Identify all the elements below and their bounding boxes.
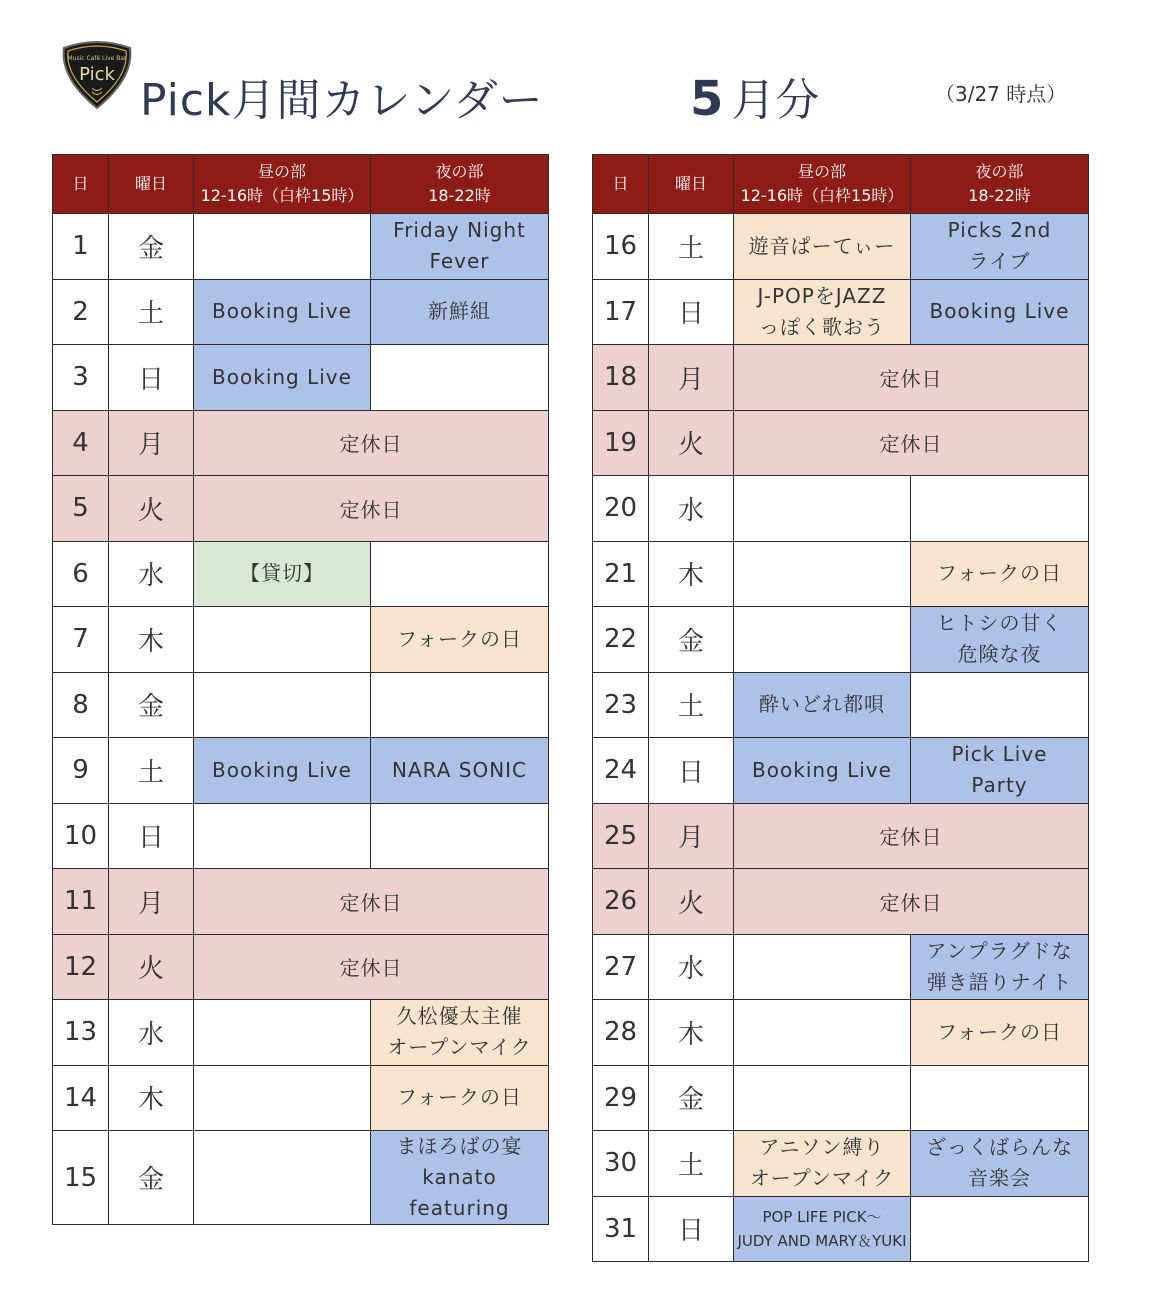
header-weekday: 曜日 — [649, 155, 734, 214]
day-number: 2 — [53, 279, 109, 345]
lunch-event — [734, 934, 911, 1000]
table-row — [593, 934, 1089, 1000]
header-weekday: 曜日 — [109, 155, 194, 214]
night-event: アンプラグドな 弾き語りナイト — [911, 934, 1089, 1000]
day-number: 13 — [53, 1000, 109, 1066]
table-row — [593, 1000, 1089, 1066]
lunch-event — [194, 1065, 371, 1131]
table-row — [593, 607, 1089, 673]
lunch-event: Booking Live — [194, 279, 371, 345]
day-number: 16 — [593, 214, 649, 280]
closed-cell: 定休日 — [194, 869, 549, 935]
weekday: 金 — [109, 214, 194, 280]
day-number: 30 — [593, 1131, 649, 1197]
night-event: フォークの日 — [371, 1065, 549, 1131]
lunch-event — [734, 541, 911, 607]
night-event — [371, 345, 549, 411]
day-number: 11 — [53, 869, 109, 935]
calendar-table-days-1-15 — [52, 154, 549, 1225]
night-event: ざっくばらんな 音楽会 — [911, 1131, 1089, 1197]
lunch-event — [194, 803, 371, 869]
night-event: Booking Live — [911, 279, 1089, 345]
weekday: 日 — [649, 279, 734, 345]
page-title: Pick月間カレンダー — [140, 75, 544, 126]
table-row — [593, 410, 1089, 476]
day-number: 5 — [53, 476, 109, 542]
day-number: 31 — [593, 1196, 649, 1262]
table-row — [53, 541, 549, 607]
weekday: 月 — [649, 803, 734, 869]
table-row — [593, 541, 1089, 607]
weekday: 火 — [649, 410, 734, 476]
night-event — [911, 476, 1089, 542]
weekday: 月 — [109, 410, 194, 476]
lunch-event: POP LIFE PICK～ JUDY AND MARY＆YUKI — [734, 1196, 911, 1262]
night-event — [371, 803, 549, 869]
night-event — [911, 672, 1089, 738]
night-event: Picks 2nd ライブ — [911, 214, 1089, 280]
table-row — [593, 214, 1089, 280]
night-event — [911, 1196, 1089, 1262]
lunch-event — [194, 1131, 371, 1225]
lunch-event: J-POPをJAZZ っぽく歌おう — [734, 279, 911, 345]
lunch-event: 酔いどれ都唄 — [734, 672, 911, 738]
weekday: 土 — [649, 1131, 734, 1197]
month-number: 5 — [690, 71, 724, 127]
table-row — [53, 738, 549, 804]
weekday: 日 — [109, 345, 194, 411]
night-event: ヒトシの甘く 危険な夜 — [911, 607, 1089, 673]
weekday: 金 — [649, 1065, 734, 1131]
table-row — [53, 214, 549, 280]
table-row — [53, 607, 549, 673]
closed-cell: 定休日 — [734, 410, 1089, 476]
night-event: Pick Live Party — [911, 738, 1089, 804]
table-row — [593, 803, 1089, 869]
day-number: 10 — [53, 803, 109, 869]
weekday: 木 — [109, 1065, 194, 1131]
closed-cell: 定休日 — [734, 803, 1089, 869]
weekday: 水 — [649, 476, 734, 542]
day-number: 19 — [593, 410, 649, 476]
header-lunch: 昼の部 12-16時（白枠15時） — [734, 155, 911, 214]
lunch-event: Booking Live — [194, 345, 371, 411]
day-number: 12 — [53, 934, 109, 1000]
day-number: 27 — [593, 934, 649, 1000]
lunch-event — [194, 607, 371, 673]
header-day: 日 — [53, 155, 109, 214]
table-row — [53, 410, 549, 476]
lunch-event: Booking Live — [734, 738, 911, 804]
logo-small-text: Music Café Live Bar — [67, 55, 127, 62]
closed-cell: 定休日 — [734, 345, 1089, 411]
calendar-table-days-16-31 — [592, 154, 1089, 1262]
lunch-event — [194, 214, 371, 280]
table-row — [53, 869, 549, 935]
table-row — [593, 476, 1089, 542]
lunch-event — [734, 1000, 911, 1066]
table-row — [53, 279, 549, 345]
weekday: 火 — [649, 869, 734, 935]
weekday: 木 — [649, 1000, 734, 1066]
header-night: 夜の部 18-22時 — [911, 155, 1089, 214]
day-number: 24 — [593, 738, 649, 804]
night-event: まほろばの宴 kanato featuring — [371, 1131, 549, 1225]
header-night: 夜の部 18-22時 — [371, 155, 549, 214]
weekday: 金 — [109, 672, 194, 738]
day-number: 3 — [53, 345, 109, 411]
table-row — [53, 345, 549, 411]
table-row — [593, 1196, 1089, 1262]
day-number: 1 — [53, 214, 109, 280]
lunch-event: 遊音ぱーてぃー — [734, 214, 911, 280]
lunch-event — [734, 1065, 911, 1131]
weekday: 月 — [109, 869, 194, 935]
weekday: 水 — [109, 1000, 194, 1066]
table-row — [593, 1131, 1089, 1197]
weekday: 日 — [649, 1196, 734, 1262]
night-event — [911, 1065, 1089, 1131]
as-of-date: （3/27 時点） — [935, 82, 1067, 106]
table-row — [593, 672, 1089, 738]
header-lunch: 昼の部 12-16時（白枠15時） — [194, 155, 371, 214]
weekday: 火 — [109, 476, 194, 542]
weekday: 土 — [109, 738, 194, 804]
day-number: 9 — [53, 738, 109, 804]
closed-cell: 定休日 — [734, 869, 1089, 935]
day-number: 22 — [593, 607, 649, 673]
table-row — [53, 1065, 549, 1131]
day-number: 18 — [593, 345, 649, 411]
day-number: 28 — [593, 1000, 649, 1066]
table-row — [53, 934, 549, 1000]
night-event: フォークの日 — [371, 607, 549, 673]
day-number: 21 — [593, 541, 649, 607]
lunch-event — [734, 607, 911, 673]
night-event — [371, 541, 549, 607]
table-row — [53, 1131, 549, 1225]
weekday: 水 — [109, 541, 194, 607]
night-event: NARA SONIC — [371, 738, 549, 804]
weekday: 木 — [649, 541, 734, 607]
weekday: 土 — [649, 214, 734, 280]
table-row — [593, 279, 1089, 345]
day-number: 25 — [593, 803, 649, 869]
weekday: 日 — [649, 738, 734, 804]
day-number: 4 — [53, 410, 109, 476]
day-number: 6 — [53, 541, 109, 607]
table-row — [53, 672, 549, 738]
lunch-event — [194, 1000, 371, 1066]
lunch-event — [734, 476, 911, 542]
table-row — [593, 738, 1089, 804]
closed-cell: 定休日 — [194, 476, 549, 542]
day-number: 8 — [53, 672, 109, 738]
weekday: 日 — [109, 803, 194, 869]
lunch-event: Booking Live — [194, 738, 371, 804]
logo-text: Pick — [79, 64, 115, 85]
pick-logo — [58, 38, 136, 110]
lunch-event: 【貸切】 — [194, 541, 371, 607]
day-number: 23 — [593, 672, 649, 738]
day-number: 17 — [593, 279, 649, 345]
header-row — [593, 155, 1089, 214]
table-row — [593, 869, 1089, 935]
table-row — [53, 476, 549, 542]
day-number: 14 — [53, 1065, 109, 1131]
month-label — [690, 64, 819, 128]
weekday: 金 — [109, 1131, 194, 1225]
night-event: フォークの日 — [911, 1000, 1089, 1066]
day-number: 15 — [53, 1131, 109, 1225]
night-event: 新鮮組 — [371, 279, 549, 345]
day-number: 26 — [593, 869, 649, 935]
day-number: 20 — [593, 476, 649, 542]
weekday: 月 — [649, 345, 734, 411]
night-event: Friday Night Fever — [371, 214, 549, 280]
weekday: 火 — [109, 934, 194, 1000]
weekday: 水 — [649, 934, 734, 1000]
closed-cell: 定休日 — [194, 410, 549, 476]
table-row — [53, 1000, 549, 1066]
lunch-event: アニソン縛り オープンマイク — [734, 1131, 911, 1197]
weekday: 土 — [649, 672, 734, 738]
night-event: 久松優太主催 オープンマイク — [371, 1000, 549, 1066]
day-number: 7 — [53, 607, 109, 673]
weekday: 金 — [649, 607, 734, 673]
table-row — [593, 345, 1089, 411]
lunch-event — [194, 672, 371, 738]
night-event — [371, 672, 549, 738]
closed-cell: 定休日 — [194, 934, 549, 1000]
table-row — [593, 1065, 1089, 1131]
weekday: 土 — [109, 279, 194, 345]
month-suffix: 月分 — [731, 75, 820, 126]
header-row — [53, 155, 549, 214]
night-event: フォークの日 — [911, 541, 1089, 607]
table-row — [53, 803, 549, 869]
weekday: 木 — [109, 607, 194, 673]
header-day: 日 — [593, 155, 649, 214]
day-number: 29 — [593, 1065, 649, 1131]
